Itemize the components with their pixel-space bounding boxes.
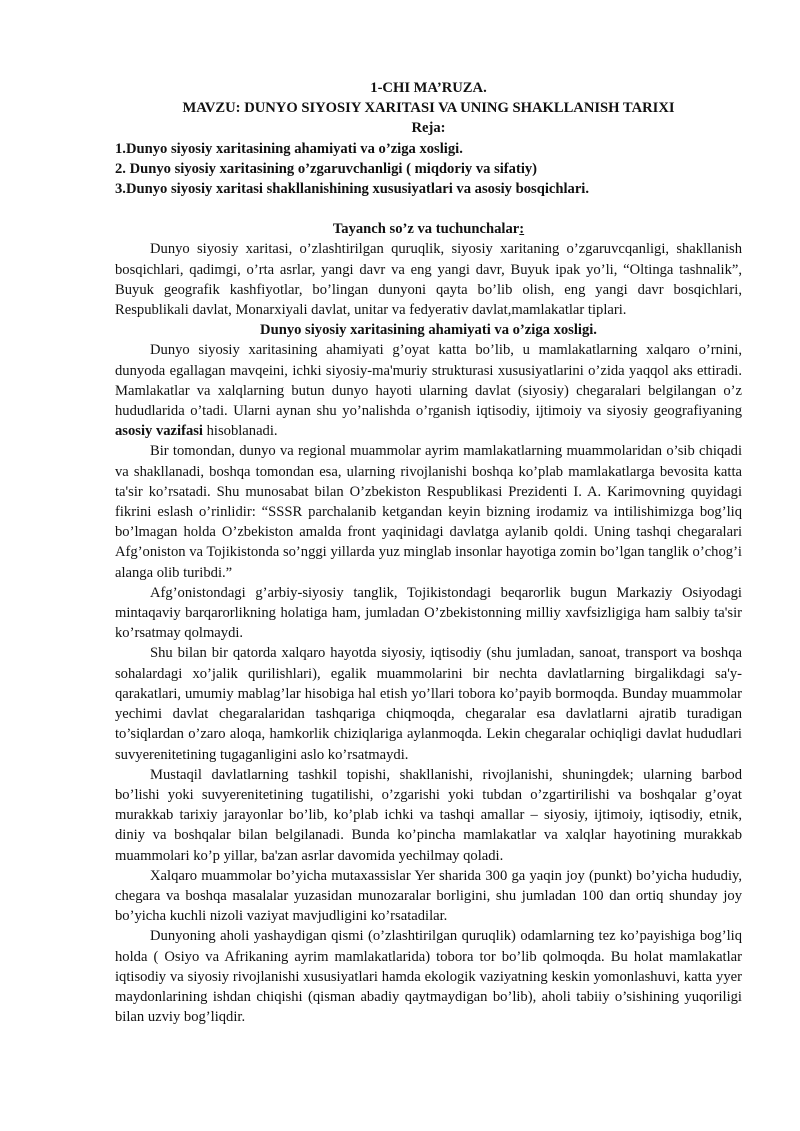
- paragraph-1: [115, 340, 742, 441]
- paragraph-5: Mustaqil davlatlarning tashkil topishi, shakllanishi, rivojlanishi, shuningdek; ularning barbod bo’lishi yoki suvyerenitetining tugatilishi, o’zgarishi yoki tubdan o’zgartirilishi va boshqalar g’oyat murakkab tarixiy jarayonlar bo’lib, ko’plab ichki va tashqi amallar – siyosiy, ijtimoiy, iqtisodiy, etnik, diniy va boshqalar bilan belgilanadi. Bunda ko’pincha mamlakatlar va xalqlar hayotining murakkab muammolari ko’p yillar, ba'zan asrlar davomida yechilmay qoladi.: [115, 766, 742, 864]
- paragraph-3: Afg’onistondagi g’arbiy-siyosiy tanglik, Tojikistondagi beqarorlik bugun Markaziy Osiyodagi mintaqaviy barqarorlikning holatiga ham, jumladan O’zbekistonning milliy xavfsizligiga ham salbiy ta'sir ko’rsatmay qolmaydi.: [115, 584, 742, 642]
- spacer: [115, 199, 742, 219]
- plan-item-1: 1.Dunyo siyosiy xaritasining ahamiyati va o’ziga xosligi.: [115, 140, 463, 157]
- paragraph-6: Xalqaro muammolar bo’yicha mutaxassislar Yer sharida 300 ga yaqin joy (punkt) bo’yicha hududiy, chegara va boshqa masalalar yuzasidan munozaralar borligini, shu jumladan 100 dan ortiq shunday joy bo’yicha kuchli nizoli vaziyat mavjudligini ko’rsatadilar.: [115, 867, 742, 925]
- paragraph-1-text-a: Dunyo siyosiy xaritasining ahamiyati g’oyat katta bo’lib, u mamlakatlarning xalqaro o’rnini, dunyoda egallagan mavqeini, ichki siyosiy-ma'muriy strukturasi xususiyatlarini o’zida yaqqol aks ettiradi. Mamlakatlar va xalqlarning butun dunyo hayoti ularning davlat (siyosiy) chegaralari belgilangan o’z hududlarida o’tadi. Ularni aynan shu yo’nalishda o’rganish iqtisodiy, ijtimoiy va siyosiy geografiyaning: [115, 342, 742, 420]
- keywords-text: Dunyo siyosiy xaritasi, o’zlashtirilgan quruqlik, siyosiy xaritaning o’zgaruvcqanligi, shakllanish bosqichlari, qadimgi, o’rta asrlar, yangi davr va eng yangi davr, Buyuk ipak yo’li, “Oltinga tashnalik”, Buyuk geografik kashfiyotlar, bo’lingan dunyoni qayta bo’lib olish, eng yangi davr bosqichlari, Respublikali davlat, Monarxiyali davlat, unitar va fedyerativ davlat,mamlakatlar tiplari.: [115, 241, 742, 319]
- keywords-title-colon: :: [519, 221, 525, 238]
- lecture-topic: MAVZU: DUNYO SIYOSIY XARITASI VA UNING SHAKLLANISH TARIXI: [182, 100, 675, 117]
- paragraph-7: Dunyoning aholi yashaydigan qismi (o’zlashtirilgan quruqlik) odamlarning tez ko’payishiga bog’liq holda ( Osiyo va Afrikaning ayrim mamlakatlarida) tobora tor bo’lib qolmoqda. Bu holat mamlakatlar iqtisodiy va siyosiy rivojlanishi xususiyatlari hamda ekologik vaziyatning keskin yomonlashuvi, katta yyer maydonlarining ishdan chiqishi (qisman abadiy qaytmaydigan bo’lib), aholi tabiiy o’sishining yuqoriligi bilan uzviy bog’liqdir.: [115, 928, 742, 1026]
- paragraph-4: Shu bilan bir qatorda xalqaro hayotda siyosiy, iqtisodiy (shu jumladan, sanoat, transport va boshqa sohalardagi xo’jalik qurilishlari), egalik muammolarini bir nechta davlatlarning birgalikdagi sa'y-qarakatlari, umumiy mablag’lar hisobiga hal etish yo’llari tobora ko’payib bormoqda. Bunday muammolar yechimi davlat chegaralaridan tashqariga chiqmoqda, chegaralar esa davlatlarni ajratib turadigan to’siqlardan o’zaro aloqa, hamkorlik chiziqlariga aylanmoqda. Lekin chegaralar ochiqligi davlat hududlari suvyerenitetining tugaganligini aslo ko’rsatmaydi.: [115, 645, 742, 763]
- plan-item-2: 2. Dunyo siyosiy xaritasining o’zgaruvchanligi ( miqdoriy va sifatiy): [115, 160, 538, 177]
- paragraph-2: Bir tomondan, dunyo va regional muammolar ayrim mamlakatlarning muammolaridan o’sib chiqadi va shakllanadi, boshqa tomondan esa, ularning rivojlanishi boshqa ko’plab mamlakatlarga bevosita katta ta'sir ko’rsatadi. Shu munosabat bilan O’zbekiston Respublikasi Prezidenti I. A. Karimovning quyidagi fikrini eslash o’rinlidir: “SSSR parchalanib ketgandan keyin bizning irodamiz va intilishimizga bog’liq bo’lmagan holda O’zbekiston amalda front yaqinidagi davlatga aylanib qoldi. Uning tashqi chegaralari Afg’oniston va Tojikistonda so’nggi yillarda yuz minglab insonlar hayotiga zomin bo’lgan tanglik o’chog’i alanga olib turibdi.”: [115, 443, 742, 581]
- keywords-title-text: Tayanch so’z va tuchunchalar: [332, 221, 520, 238]
- plan-item-3: 3.Dunyo siyosiy xaritasi shakllanishining xususiyatlari va asosiy bosqichlari.: [115, 181, 590, 198]
- plan-label: Reja:: [411, 120, 446, 137]
- paragraph-1-bold: asosiy vazifasi: [115, 423, 203, 440]
- keywords-title: [115, 219, 742, 239]
- section-title: Dunyo siyosiy xaritasining ahamiyati va o’ziga xosligi.: [260, 322, 597, 339]
- lecture-number: 1-CHI MA’RUZA.: [370, 80, 487, 96]
- paragraph-1-text-b: hisoblanadi.: [202, 423, 278, 440]
